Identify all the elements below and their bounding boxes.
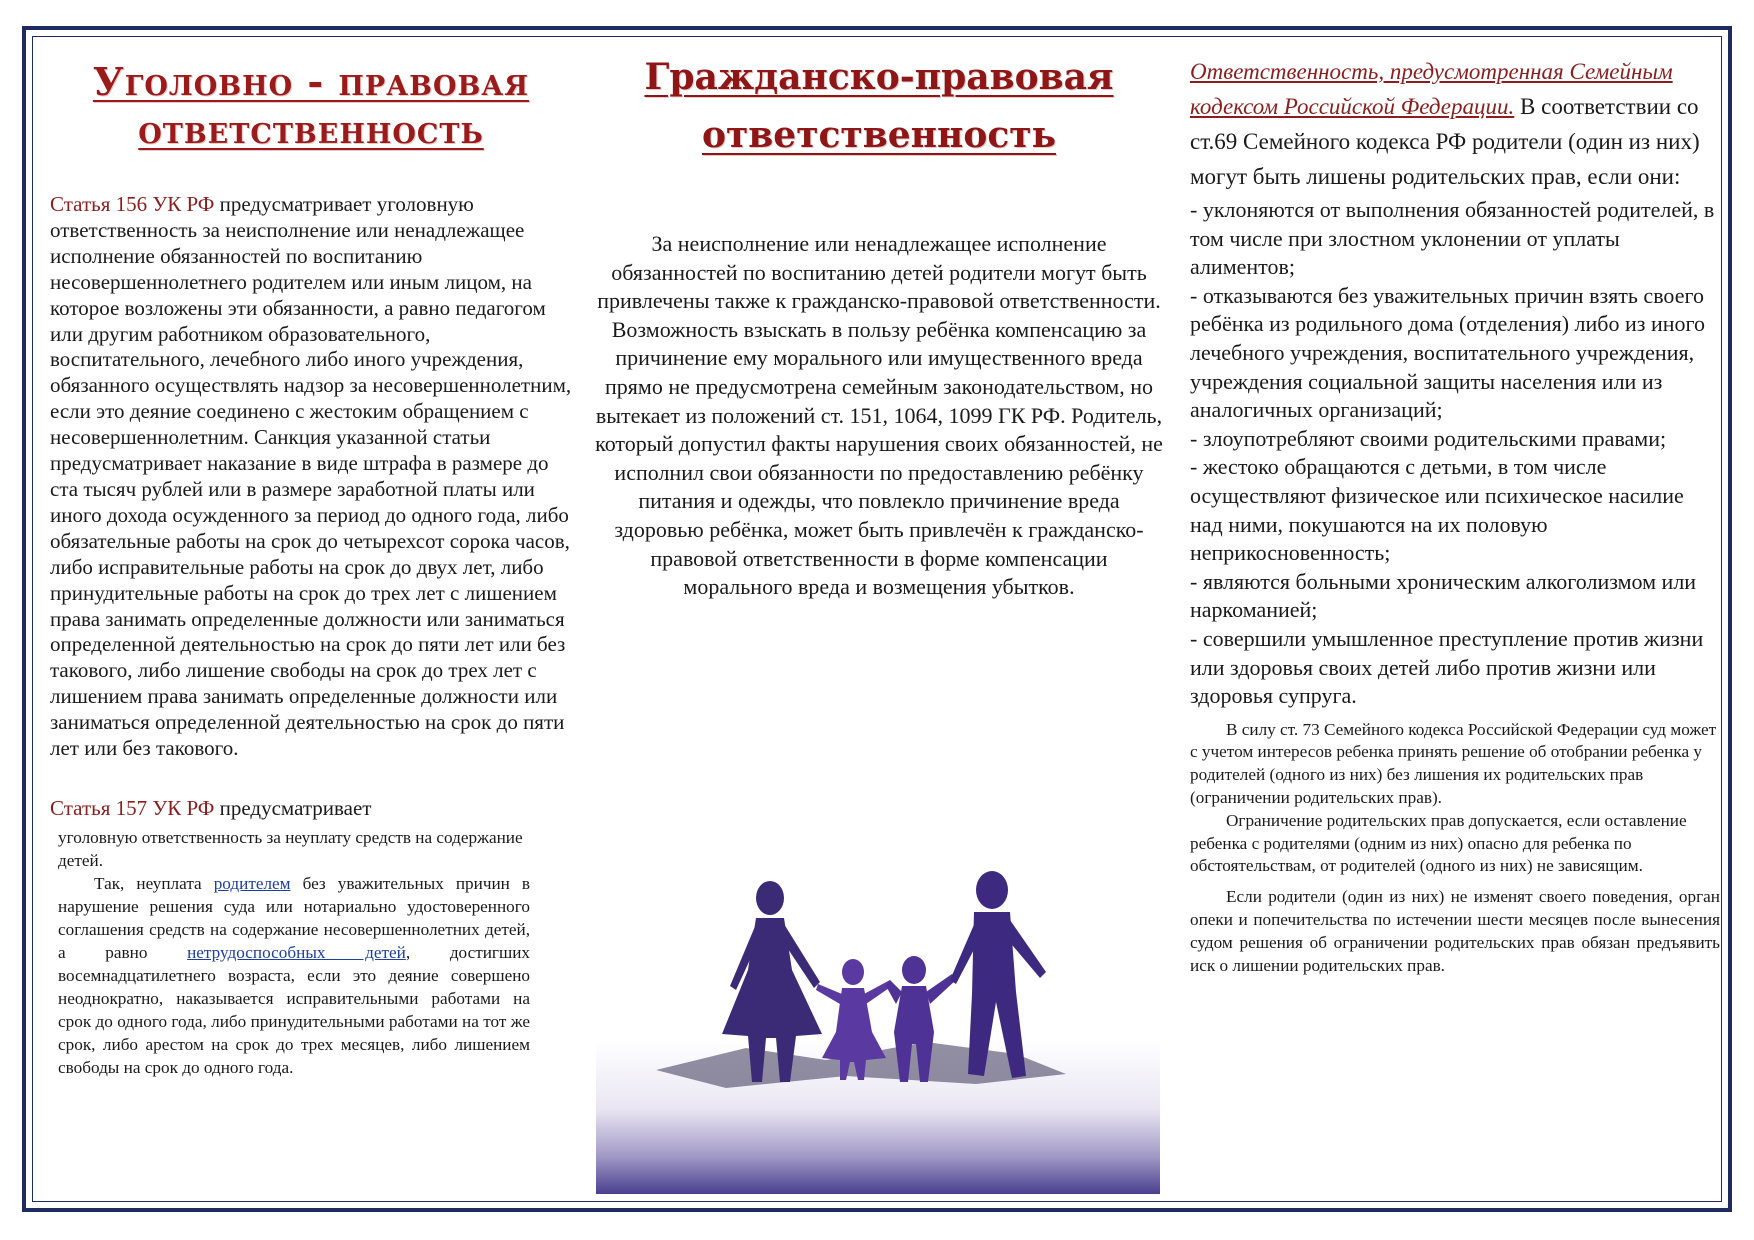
article-156-text: предусматривает уголовную ответственность за неисполнение или ненадлежащее исполнение обязанностей по воспитанию несовершеннолетнего родителем или иным лицом, на которое возложены эти обязанности, а равно педагогом или другим работником образовательного, воспитательного, лечебного либо иного учреждения, обязанного осуществлять надзор за несовершеннолетним, если это деяние соединено с жестоким обращением с несовершеннолетним. Санкция указанной статьи предусматривает наказание в виде штрафа в размере до ста тысяч рублей или в размере заработной платы или иного дохода осужденного за период до одного года, либо обязательные работы на срок до четырехсот сорока часов, либо исправительные работы на срок до двух лет, либо принудительные работы на срок до трех лет с лишением права занимать определенные должности или заниматься определенной деятельностью на срок до пяти лет или без такового, либо лишение свободы на срок до трех лет с лишением права занимать определенные должности или заниматься определенной деятельностью на срок до пяти лет или без такового. bbox=[50, 192, 572, 761]
middle-column bbox=[594, 40, 1164, 624]
list-item: - злоупотребляют своими родительскими правами; bbox=[1190, 425, 1667, 451]
article-73-paragraph: В силу ст. 73 Семейного кодекса Российской Федерации суд может с учетом интересов ребенка принять решение об отобрании ребенка у родителей (одного из них) без лишения их родительских прав (ограничении родительских прав). bbox=[1190, 719, 1717, 808]
list-item: - уклоняются от выполнения обязанностей родителей, в том числе при злостном уклонении от уплаты алиментов; bbox=[1190, 197, 1715, 280]
list-item: - являются больными хроническим алкоголизмом или наркоманией; bbox=[1190, 568, 1697, 623]
left-title-line2: ответственность bbox=[138, 107, 484, 152]
middle-title-line1: Гражданско-правовая bbox=[644, 56, 1114, 98]
final-paragraph: Если родители (один из них) не изменят своего поведения, орган опеки и попечительства по истечении шести месяцев после вынесения судом решения об ограничении родительских прав обязан предъявить иск о лишении родительских прав. bbox=[1190, 887, 1720, 975]
right-small-section bbox=[1190, 719, 1720, 978]
deprivation-grounds-list bbox=[1190, 196, 1720, 711]
family-code-heading: Ответственность, предусмотренная Семейным кодексом Российской Федерации. bbox=[1190, 59, 1673, 119]
left-title-line1: Уголовно - правовая bbox=[92, 59, 530, 104]
middle-title bbox=[594, 48, 1164, 164]
list-item: - отказываются без уважительных причин взять своего ребёнка из родильного дома (отделения) либо из иного лечебного учреждения, воспитательного учреждения, учреждения социальной защиты населения или из аналогичных организаций; bbox=[1190, 282, 1705, 423]
article-156-paragraph bbox=[50, 192, 572, 762]
article-157-detail-c: , достигших восемнадцатилетнего возраста, если это деяние совершено неоднократно, наказывается исправительными работами на срок до одного года, либо принудительными работами на тот же срок, либо арестом на срок до трех месяцев, либо лишением свободы на срок до одного года. bbox=[58, 942, 530, 1077]
article-157-label: Статья 157 УК РФ bbox=[50, 795, 215, 820]
article-157-lead: предусматривает bbox=[214, 795, 372, 820]
list-item: - жестоко обращаются с детьми, в том числе осуществляют физическое или психическое насилие над ними, покушаются на их половую неприкосновенность; bbox=[1190, 454, 1684, 566]
article-157-heading bbox=[50, 796, 572, 822]
article-157-detail-a: Так, неуплата bbox=[94, 873, 214, 893]
right-intro-paragraph bbox=[1190, 54, 1720, 194]
article-156-label: Статья 156 УК РФ bbox=[50, 192, 215, 216]
middle-body-text: За неисполнение или ненадлежащее исполнение обязанностей по воспитанию детей родители могут быть привлечены также к гражданско-правовой ответственности. Возможность взыскать в пользу ребёнка компенсацию за причинение ему морального или имущественного вреда прямо не предусмотрена семейным законодательством, но вытекает из положений ст. 151, 1064, 1099 ГК РФ. Родитель, который допустил факты нарушения своих обязанностей, не исполнил свои обязанности по предоставлению ребёнку питания и одежды, что повлекло причинение вреда здоровью ребёнка, может быть привлечён к гражданско-правовой ответственности в форме компенсации морального вреда и возмещения убытков. bbox=[595, 231, 1163, 600]
right-column bbox=[1190, 40, 1720, 977]
parent-link[interactable]: родителем bbox=[213, 873, 291, 893]
limitation-paragraph: Ограничение родительских прав допускается, если оставление ребенка с родителями (одним из них) опасно для ребенка по обстоятельствам, от родителей (одного из них) не зависящим. bbox=[1190, 810, 1687, 876]
family-silhouette-icon bbox=[596, 862, 1160, 1194]
article-157-detail bbox=[58, 872, 530, 1079]
disabled-children-link[interactable]: нетрудоспособных детей bbox=[187, 942, 406, 962]
family-image bbox=[596, 862, 1160, 1194]
image-top-blank bbox=[596, 862, 1160, 1042]
left-column bbox=[50, 40, 572, 1079]
list-item: - совершили умышленное преступление против жизни или здоровья своих детей либо против жизни или здоровья супруга. bbox=[1190, 625, 1704, 709]
article-157-detail-b: без уважительных причин в нарушение решения суда или нотариально удостоверенного соглашения средств на содержание несовершеннолетних детей, а равно bbox=[58, 873, 530, 962]
right-intro-text: В соответствии со ст.69 Семейного кодекса РФ родители (один из них) могут быть лишены родительских прав, если они: bbox=[1190, 94, 1700, 189]
article-157-body bbox=[50, 822, 572, 1079]
left-title bbox=[50, 58, 572, 154]
article-157-text: уголовную ответственность за неуплату средств на содержание детей. bbox=[58, 827, 523, 870]
middle-title-line2: ответственность bbox=[701, 114, 1057, 156]
